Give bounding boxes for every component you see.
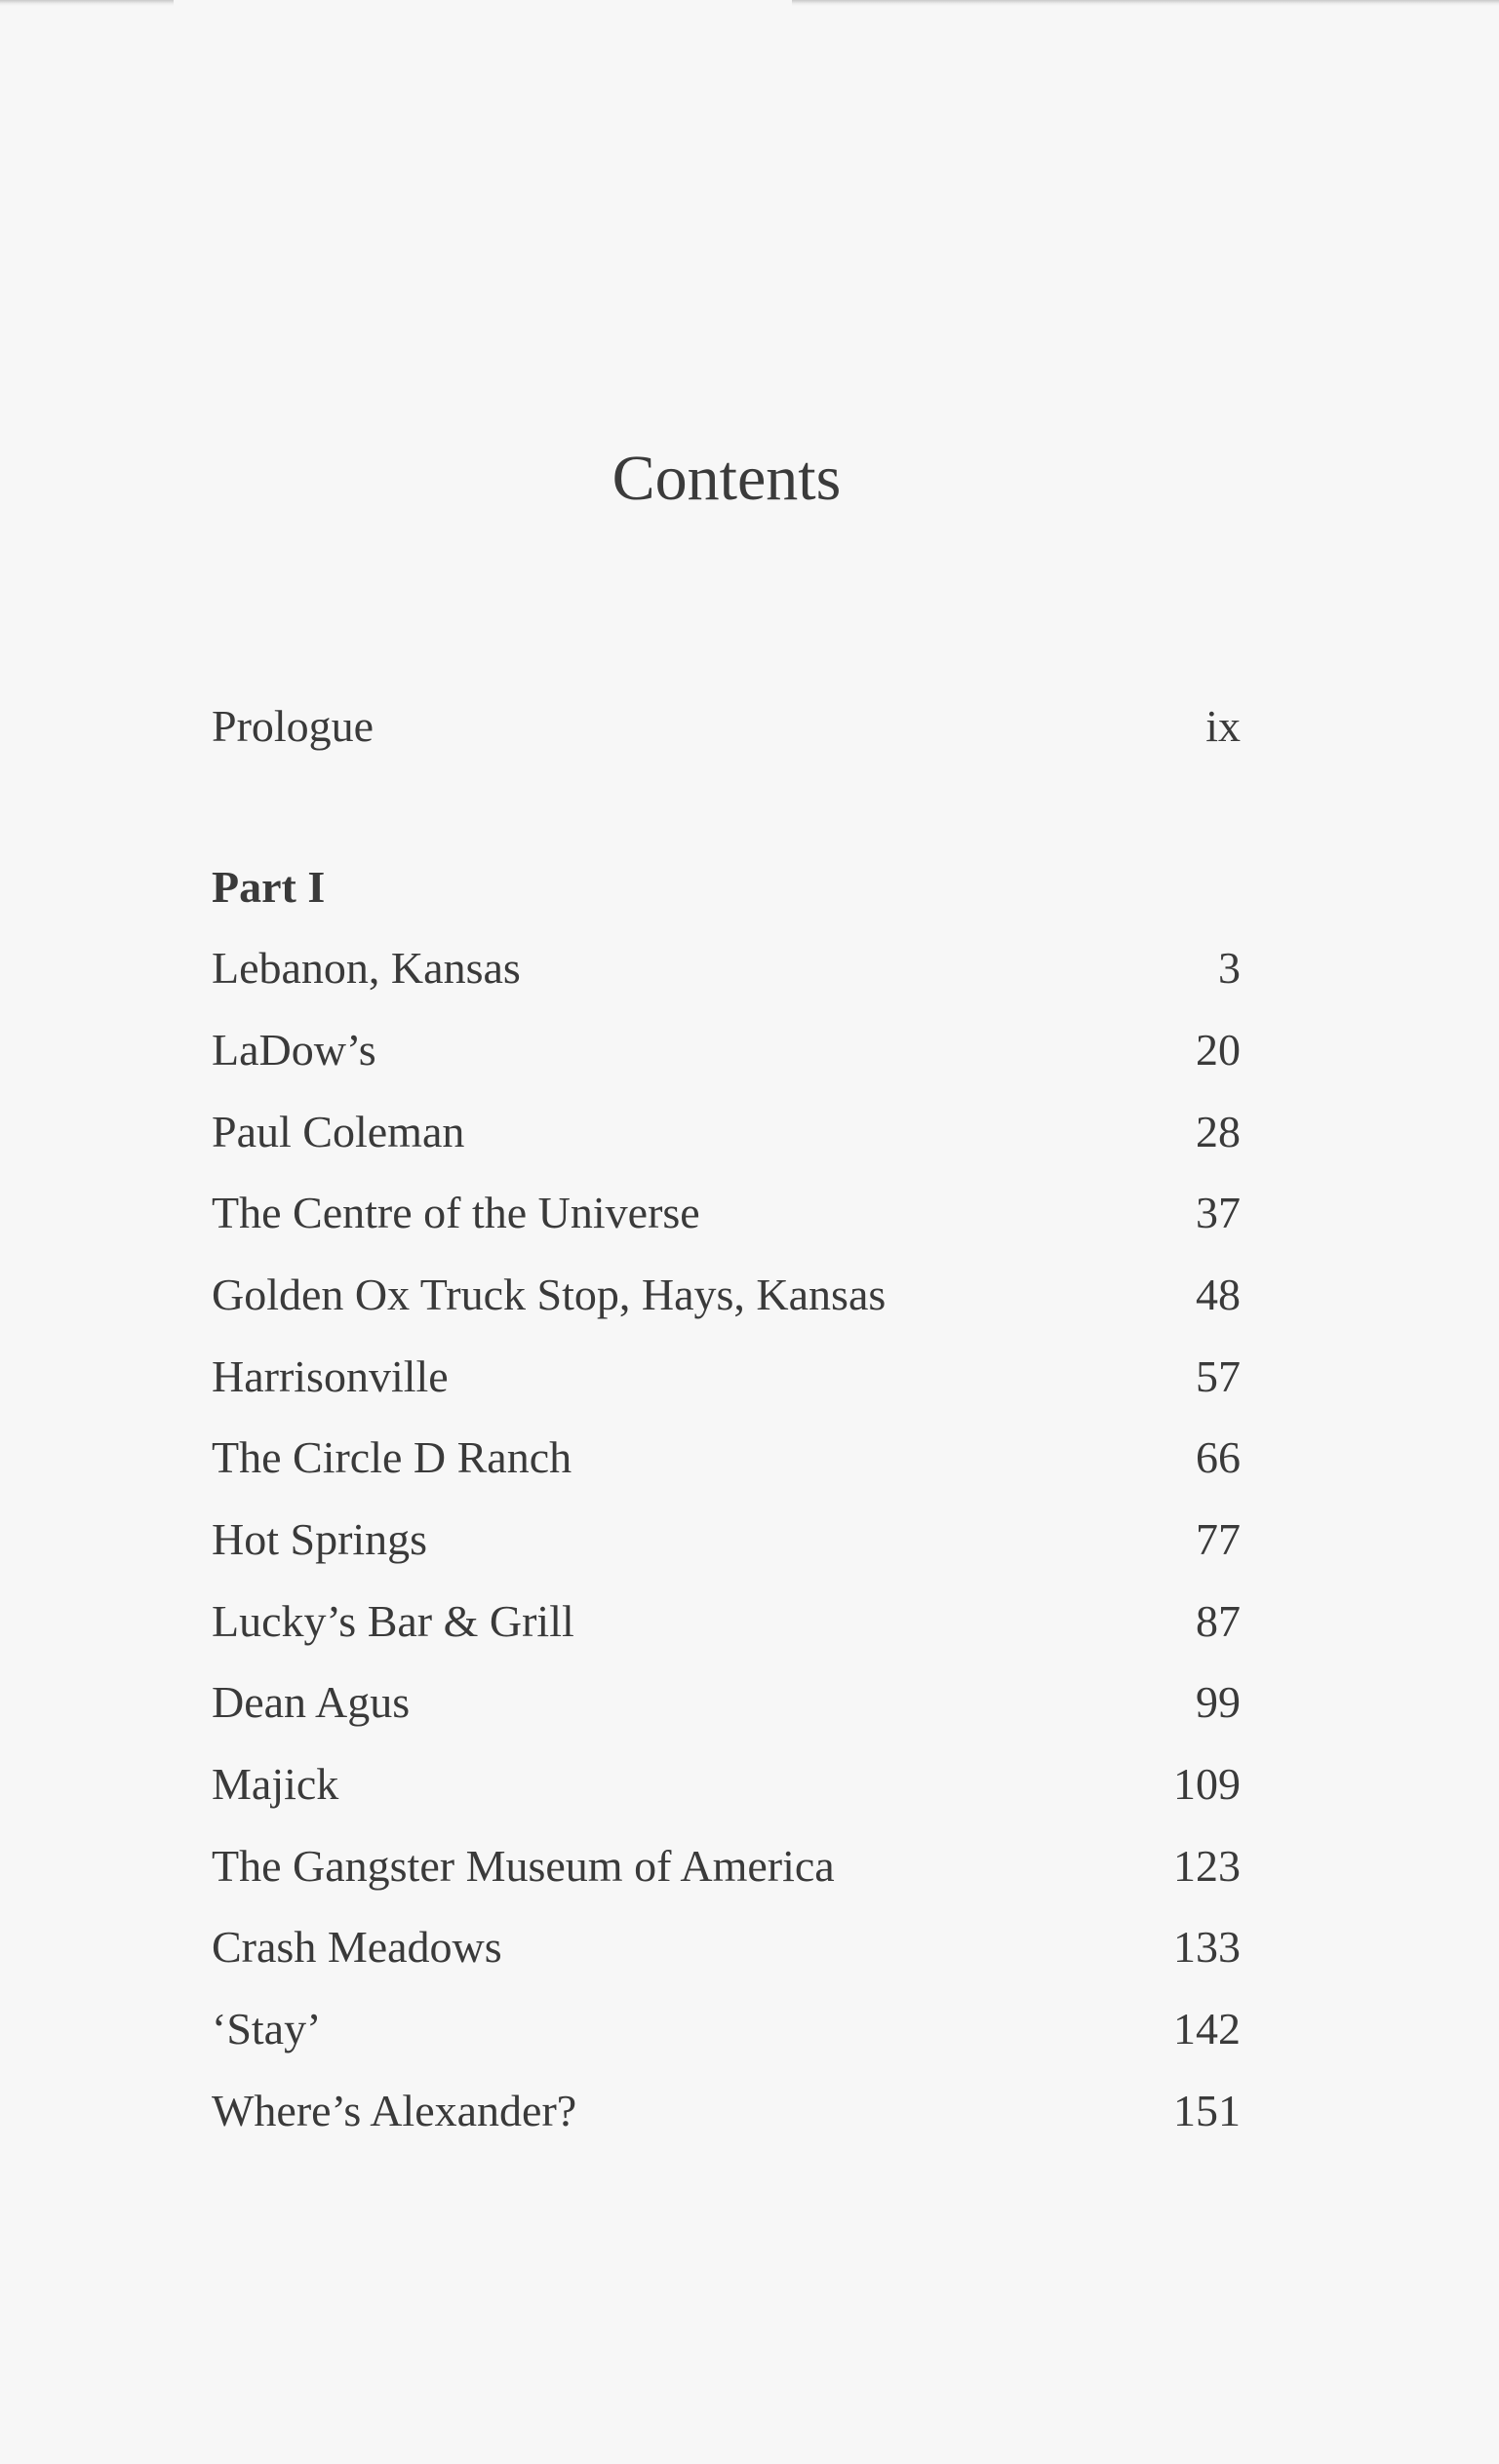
toc-entry-title: Dean Agus (212, 1677, 411, 1727)
toc-entry-page: 3 (1218, 943, 1241, 993)
toc-entry-prologue (212, 697, 1241, 756)
toc-entry-title: Harrisonville (212, 1351, 449, 1401)
toc-entry (212, 1021, 1241, 1079)
toc-entry (212, 1428, 1241, 1487)
toc-entry (212, 939, 1241, 997)
toc-entry-page: 77 (1196, 1514, 1241, 1564)
toc-entry (212, 1510, 1241, 1569)
toc-entry-title: Lebanon, Kansas (212, 943, 521, 993)
toc-entry-page: 123 (1173, 1841, 1241, 1891)
toc-entry-title: Majick (212, 1759, 339, 1809)
toc-entry (212, 1348, 1241, 1406)
toc-entry-page: 66 (1196, 1432, 1241, 1482)
toc-entry-page: 28 (1196, 1107, 1241, 1156)
toc-entry-page: 37 (1196, 1188, 1241, 1237)
toc-entry-title: Where’s Alexander? (212, 2086, 577, 2135)
toc-entry (212, 1184, 1241, 1242)
toc-entry-page: 142 (1173, 2004, 1241, 2053)
toc-entry (212, 1592, 1241, 1651)
toc-entry (212, 1755, 1241, 1814)
toc-entry-title: The Circle D Ranch (212, 1432, 572, 1482)
toc-entry-page: 133 (1173, 1922, 1241, 1972)
toc-entry (212, 1103, 1241, 1161)
toc-entry (212, 1918, 1241, 1976)
scan-edge-left (0, 0, 174, 6)
toc-entry-title: The Gangster Museum of America (212, 1841, 835, 1891)
toc-entry-title: Paul Coleman (212, 1107, 465, 1156)
toc-entry-page: 109 (1173, 1759, 1241, 1809)
page-title: Contents (611, 443, 842, 514)
toc-entry-title: ‘Stay’ (212, 2004, 322, 2053)
toc-entry-page: 48 (1196, 1270, 1241, 1319)
toc-entry (212, 1837, 1241, 1896)
toc-entry-title: LaDow’s (212, 1025, 376, 1075)
toc-entry (212, 1673, 1241, 1732)
toc-entry-page: 99 (1196, 1677, 1241, 1727)
toc-entry-page: ix (1205, 701, 1241, 751)
toc-entry-title: Crash Meadows (212, 1922, 502, 1972)
toc-entry-title: The Centre of the Universe (212, 1188, 700, 1237)
toc-entry-title: Golden Ox Truck Stop, Hays, Kansas (212, 1270, 887, 1319)
toc-entry-title: Lucky’s Bar & Grill (212, 1596, 574, 1646)
toc-entry-page: 151 (1173, 2086, 1241, 2135)
scan-edge-right (792, 0, 1499, 6)
toc-entry-page: 87 (1196, 1596, 1241, 1646)
toc-entry (212, 2082, 1241, 2140)
toc-entry (212, 1266, 1241, 1324)
part-heading: Part I (212, 862, 326, 912)
toc-entry-page: 57 (1196, 1351, 1241, 1401)
toc-entry-title: Prologue (212, 701, 375, 751)
toc-entry-title: Hot Springs (212, 1514, 428, 1564)
toc-entry (212, 2000, 1241, 2058)
toc-entry-page: 20 (1196, 1025, 1241, 1075)
